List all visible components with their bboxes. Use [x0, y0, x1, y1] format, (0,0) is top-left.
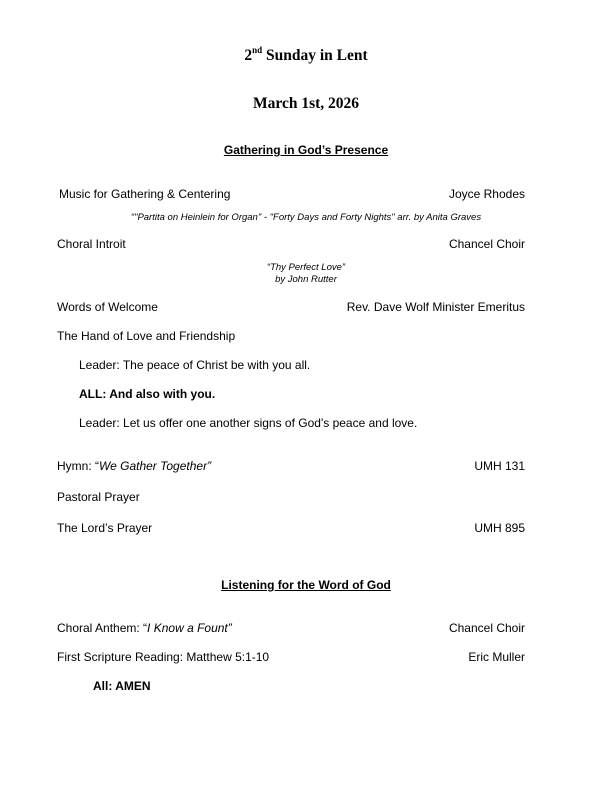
leader-line-1: Leader: The peace of Christ be with you all.	[79, 358, 311, 372]
music-gathering-label: Music for Gathering & Centering	[59, 187, 231, 201]
hymn-line	[57, 459, 211, 473]
scripture-reading-reader: Eric Muller	[468, 650, 525, 664]
leader-line-2: Leader: Let us offer one another signs of God's peace and love.	[79, 416, 418, 430]
hand-of-love-label: The Hand of Love and Friendship	[57, 329, 236, 343]
lords-prayer-label: The Lord’s Prayer	[57, 521, 153, 535]
words-of-welcome-leader: Rev. Dave Wolf Minister Emeritus	[346, 300, 525, 314]
amen-response: All: AMEN	[93, 679, 151, 693]
title-rest: Sunday in Lent	[262, 47, 368, 64]
title-number: 2	[244, 47, 253, 64]
page-title	[0, 44, 612, 65]
pastoral-prayer-label: Pastoral Prayer	[57, 490, 140, 504]
choral-anthem-performer: Chancel Choir	[448, 621, 525, 635]
lords-prayer-number: UMH 895	[474, 521, 525, 535]
choral-introit-performer: Chancel Choir	[448, 237, 525, 251]
service-date: March 1st, 2026	[252, 95, 360, 112]
music-gathering-note: “"Partita on Heinlein for Organ" - "Forty Days and Forty Nights" arr. by Anita Graves	[130, 212, 482, 223]
choral-anthem-line	[57, 621, 232, 635]
all-response: ALL: And also with you.	[79, 387, 216, 401]
scripture-reading-label: First Scripture Reading: Matthew 5:1-10	[57, 650, 270, 664]
introit-composer: by John Rutter	[275, 274, 337, 285]
anthem-prefix: Choral Anthem: “	[57, 621, 148, 635]
section-heading-gathering: Gathering in God’s Presence	[223, 143, 389, 157]
anthem-title: I Know a Fount”	[147, 621, 232, 635]
section-heading-listening: Listening for the Word of God	[221, 578, 391, 592]
introit-title: “Thy Perfect Love”	[266, 262, 346, 273]
choral-introit-label: Choral Introit	[57, 237, 126, 251]
hymn-prefix: Hymn: “	[57, 459, 99, 473]
hymn-number: UMH 131	[474, 459, 525, 473]
words-of-welcome-label: Words of Welcome	[57, 300, 158, 314]
title-superscript: nd	[252, 44, 263, 55]
music-gathering-performer: Joyce Rhodes	[448, 187, 525, 201]
hymn-title: We Gather Together”	[99, 459, 212, 473]
